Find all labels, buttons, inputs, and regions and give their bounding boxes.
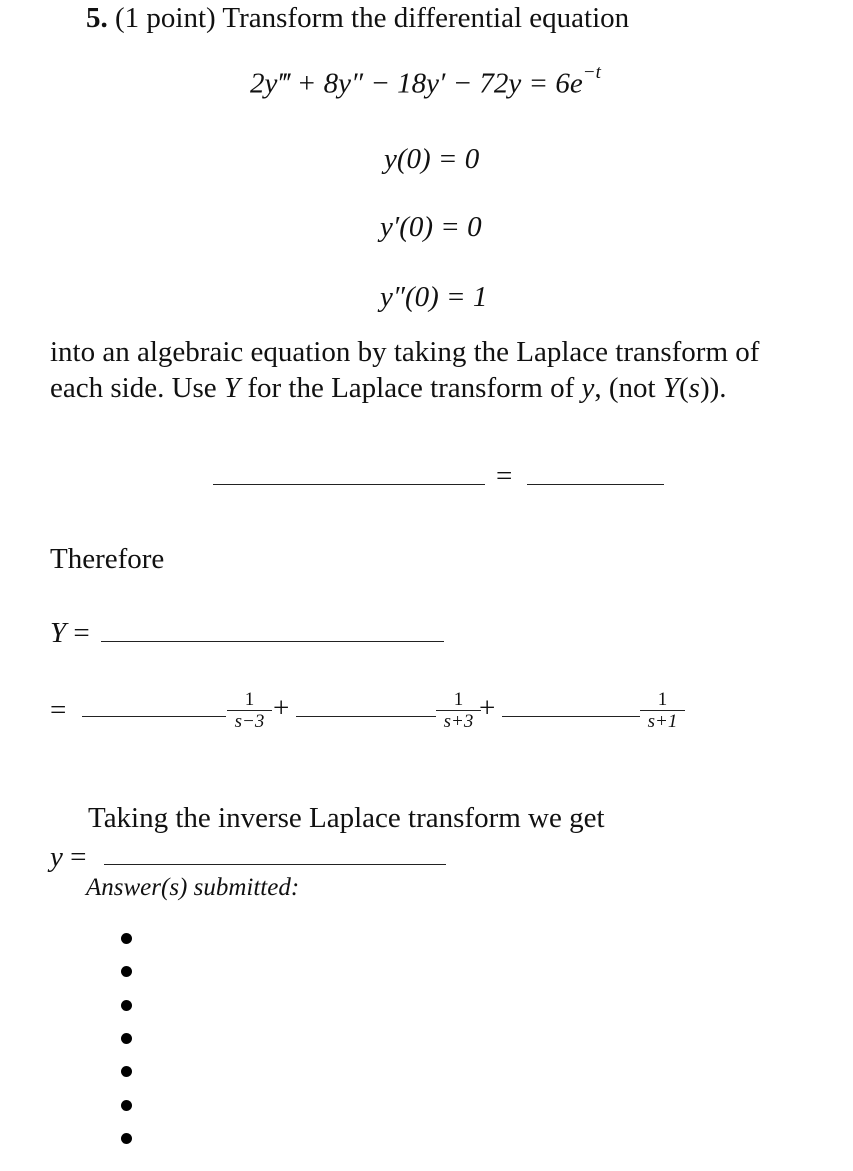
- differential-equation: [250, 62, 601, 101]
- submitted-answer-bullet: [121, 933, 132, 944]
- fraction-1-over-s-minus-3: $\frac{1}{s-3}$: [227, 690, 272, 731]
- partial-coefficient-2-blank[interactable]: [296, 716, 436, 717]
- problem-instruction: Transform the differential equation: [222, 2, 630, 34]
- initial-condition-1: y(0) = 0: [384, 143, 480, 175]
- problem-title: [86, 2, 629, 35]
- submitted-answer-bullet: [121, 1033, 132, 1044]
- partial-fraction-equals: =: [50, 694, 67, 726]
- Y-answer-blank[interactable]: [101, 641, 444, 642]
- fraction-1-over-s-plus-1: $\frac{1}{s+1}$: [640, 690, 685, 731]
- partial-coefficient-3-blank[interactable]: [502, 716, 640, 717]
- plus-sign-2: +: [479, 692, 496, 724]
- submitted-answer-bullet: [121, 1000, 132, 1011]
- fraction-1-over-s-plus-3: $\frac{1}{s+3}$: [436, 690, 481, 731]
- instruction-line-2: each side. Use Y for the Laplace transform of y, (not Y(s)).: [50, 372, 727, 404]
- transform-lhs-answer-blank[interactable]: [213, 484, 485, 485]
- submitted-answer-bullet: [121, 1066, 132, 1077]
- partial-coefficient-1-blank[interactable]: [82, 716, 226, 717]
- submitted-answer-bullet: [121, 966, 132, 977]
- submitted-answer-bullet: [121, 1100, 132, 1111]
- transform-rhs-answer-blank[interactable]: [527, 484, 664, 485]
- therefore-label: Therefore: [50, 543, 165, 575]
- transform-equals-sign: =: [496, 460, 513, 492]
- problem-points: (1 point): [115, 2, 216, 34]
- submitted-answer-bullet: [121, 1133, 132, 1144]
- equation-main: 2y‴ + 8y″ − 18y′ − 72y = 6e: [250, 67, 583, 100]
- answers-submitted-label: Answer(s) submitted:: [86, 874, 300, 901]
- initial-condition-3: y″(0) = 1: [380, 281, 488, 313]
- y-equals: y =: [50, 841, 87, 873]
- problem-number: 5.: [86, 2, 108, 34]
- instruction-line-1: into an algebraic equation by taking the Laplace transform of: [50, 336, 760, 368]
- plus-sign-1: +: [273, 692, 290, 724]
- initial-condition-2: y′(0) = 0: [380, 211, 482, 243]
- equation-exponent: −t: [582, 62, 601, 83]
- y-answer-blank[interactable]: [104, 864, 446, 865]
- inverse-laplace-text: Taking the inverse Laplace transform we get: [88, 802, 605, 834]
- Y-equals: Y =: [50, 617, 90, 649]
